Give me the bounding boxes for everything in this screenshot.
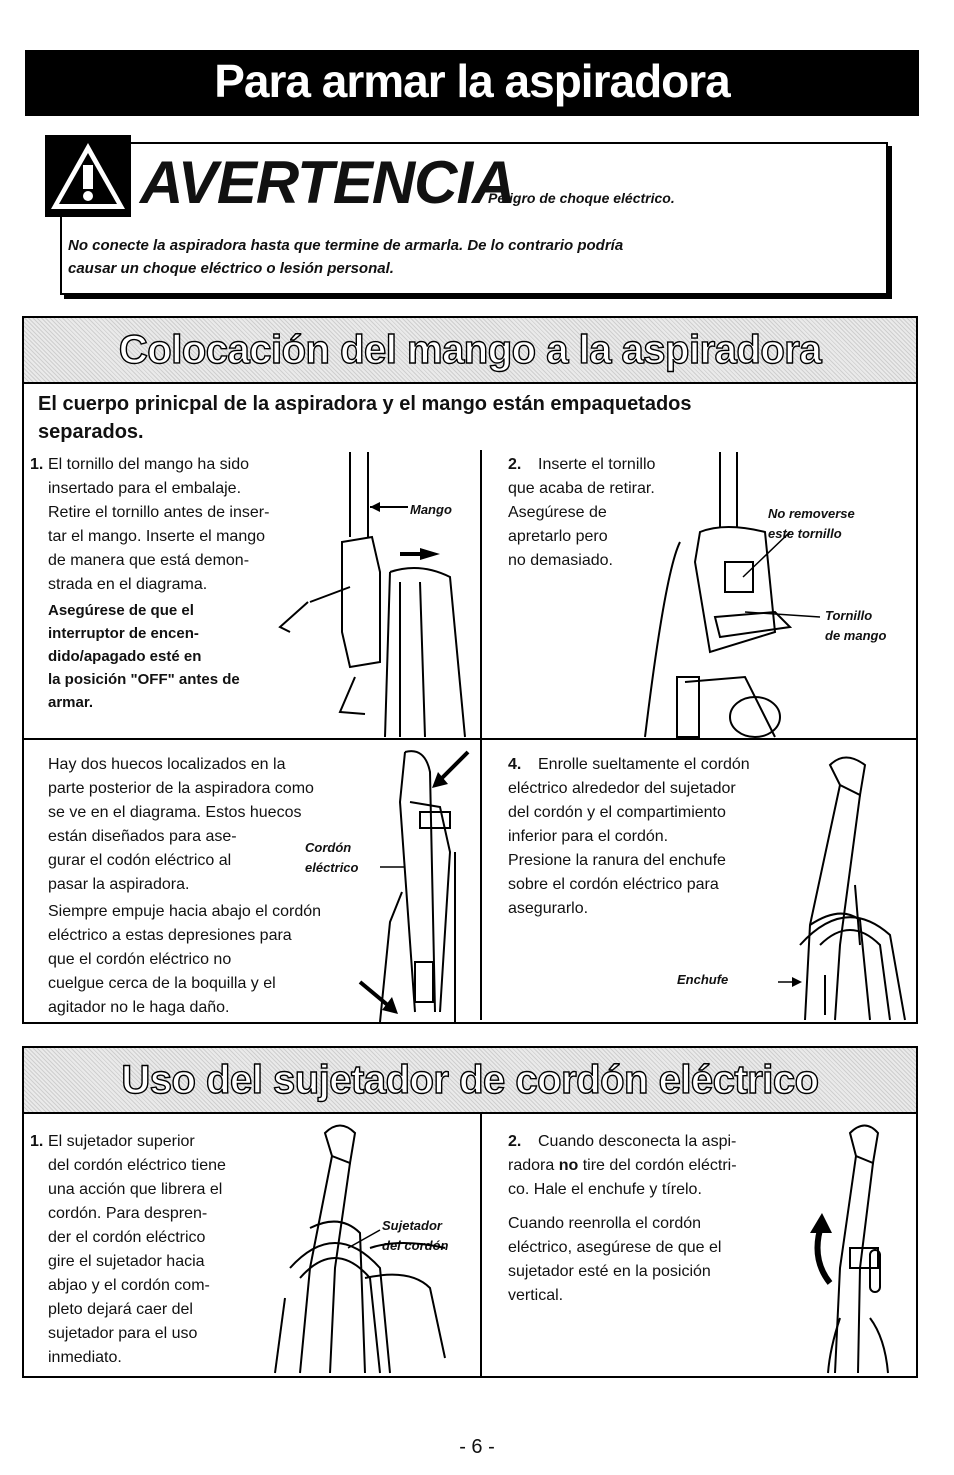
text-line: pasar la aspiradora. (48, 876, 190, 893)
text-line: la posición "OFF" antes de (48, 671, 240, 688)
text-line: inferior para el cordón. (508, 828, 669, 845)
text-line: eléctrico, asegúrese de que el (508, 1239, 722, 1256)
text-line: eléctrico a estas depresiones para (48, 927, 292, 944)
label-line: de mango (825, 628, 887, 643)
warning-icon-box (45, 135, 131, 217)
section-header (24, 318, 916, 384)
text-line: sobre el cordón eléctrico para (508, 876, 719, 893)
text-line: sujetador esté en la posición (508, 1263, 711, 1280)
text-line: der el cordón eléctrico (48, 1229, 206, 1246)
text-line: armar. (48, 694, 94, 711)
text-line: Cuando desconecta la aspi- (538, 1133, 737, 1150)
label-line: Cordón (305, 840, 352, 855)
text-line: Asegúrese de (508, 504, 607, 521)
label-line: del cordón (382, 1238, 449, 1253)
label-line: No removerse (768, 506, 855, 521)
text-line: Hay dos huecos localizados en la (48, 756, 286, 773)
text-line: cordón. Para despren- (48, 1205, 208, 1222)
text-line: parte posterior de la aspiradora como (48, 780, 314, 797)
text-line: cuelgue cerca de la boquilla y el (48, 975, 276, 992)
text-line: tar el mango. Inserte el mango (48, 528, 266, 545)
text-line: abjao y el cordón com- (48, 1277, 210, 1294)
section-header (24, 1048, 916, 1114)
handle-insert-illustration (300, 452, 460, 737)
text-line: asegurarlo. (508, 900, 589, 917)
divider (480, 450, 482, 1020)
warning-body-line: causar un choque eléctrico o lesión personal. (68, 260, 394, 277)
label-line: Sujetador (382, 1218, 442, 1233)
clip-vertical-illustration (800, 1118, 910, 1373)
text-line: apretarlo pero (508, 528, 608, 545)
warning-body (68, 234, 858, 280)
text-line: Siempre empuje hacia abajo el cordón (48, 903, 322, 920)
page-title: Para armar la aspiradora (214, 55, 730, 107)
cord-release-illustration (270, 1118, 450, 1373)
cord-hooks-illustration (380, 742, 475, 1022)
text-line: una acción que librera el (48, 1181, 223, 1198)
text-line: vertical. (508, 1287, 564, 1304)
text-line: El tornillo del mango ha sido (48, 456, 250, 473)
text-line: Inserte el tornillo (538, 456, 656, 473)
text-line: están diseñados para ase- (48, 828, 237, 845)
divider (22, 738, 916, 740)
step-number: 1. (30, 1133, 44, 1150)
label-line: Tornillo (825, 608, 873, 623)
step4-text (508, 753, 808, 921)
warning-triangle-icon (45, 135, 131, 217)
text-line: que el cordón eléctrico no (48, 951, 232, 968)
divider (480, 1112, 482, 1376)
text-line: gire el sujetador hacia (48, 1253, 205, 1270)
text-line: agitador no le haga daño. (48, 999, 230, 1016)
text-line: co. Hale el enchufe y tírelo. (508, 1181, 702, 1198)
section2-step1-text (30, 1130, 290, 1370)
text-line: del cordón y el compartimiento (508, 804, 726, 821)
text-line: se ve en el diagrama. Estos huecos (48, 804, 302, 821)
warning-title: AVERTENCIA (140, 149, 515, 216)
text-line: Presione la ranura del enchufe (508, 852, 726, 869)
screw-illustration (625, 452, 825, 737)
text-line: Asegúrese de que el (48, 602, 194, 619)
text-line: de manera que está demon- (48, 552, 250, 569)
text-line: sujetador para el uso (48, 1325, 198, 1342)
text-line: dido/apagado esté en (48, 648, 202, 665)
intro-line: separados. (38, 421, 144, 443)
label-line: eléctrico (305, 860, 359, 875)
label-mango: Mango (410, 502, 452, 517)
step-number: 2. (508, 456, 522, 473)
title-banner (25, 50, 919, 116)
step-number: 4. (508, 756, 522, 773)
section-title: Uso del sujetador de cordón eléctrico (121, 1058, 819, 1102)
text-line: gurar el codón eléctrico al (48, 852, 232, 869)
text-line: Enrolle sueltamente el cordón (538, 756, 750, 773)
section1-intro (38, 390, 898, 446)
text-line: Cuando reenrolla el cordón (508, 1215, 702, 1232)
text-line: no demasiado. (508, 552, 613, 569)
step-number: 2. (508, 1133, 522, 1150)
label-line: este tornillo (768, 526, 842, 541)
text-line: insertado para el embalaje. (48, 480, 242, 497)
text-line (508, 1154, 808, 1178)
text-line: interruptor de encen- (48, 625, 199, 642)
step-number: 1. (30, 456, 44, 473)
text-fragment: no (558, 1157, 579, 1174)
step1-text (30, 453, 340, 714)
page-number: - 6 - (459, 1436, 495, 1458)
text-line: del cordón eléctrico tiene (48, 1157, 226, 1174)
cord-wrap-illustration (790, 745, 910, 1020)
text-line: strada en el diagrama. (48, 576, 208, 593)
text-line: que acaba de retirar. (508, 480, 655, 497)
label-cordon (305, 838, 358, 878)
text-line: Retire el tornillo antes de inser- (48, 504, 270, 521)
text-fragment: tire del cordón eléctri- (578, 1157, 737, 1174)
text-fragment: radora (508, 1157, 559, 1174)
warning-body-line: No conecte la aspiradora hasta que termine de armarla. De lo contrario podría (68, 237, 624, 254)
text-line: eléctrico alrededor del sujetador (508, 780, 736, 797)
step3-text (48, 753, 408, 1020)
section2-step2-text (508, 1130, 808, 1308)
warning-subtitle: Peligro de choque eléctrico. (488, 190, 675, 206)
text-line: pleto dejará caer del (48, 1301, 193, 1318)
text-line: El sujetador superior (48, 1133, 195, 1150)
label-tornillo (825, 606, 886, 646)
section-title: Colocación del mango a la aspiradora (118, 328, 822, 372)
intro-line: El cuerpo prinicpal de la aspiradora y el mango están empaquetados (38, 393, 692, 415)
text-line: inmediato. (48, 1349, 122, 1366)
label-enchufe: Enchufe (677, 972, 729, 987)
